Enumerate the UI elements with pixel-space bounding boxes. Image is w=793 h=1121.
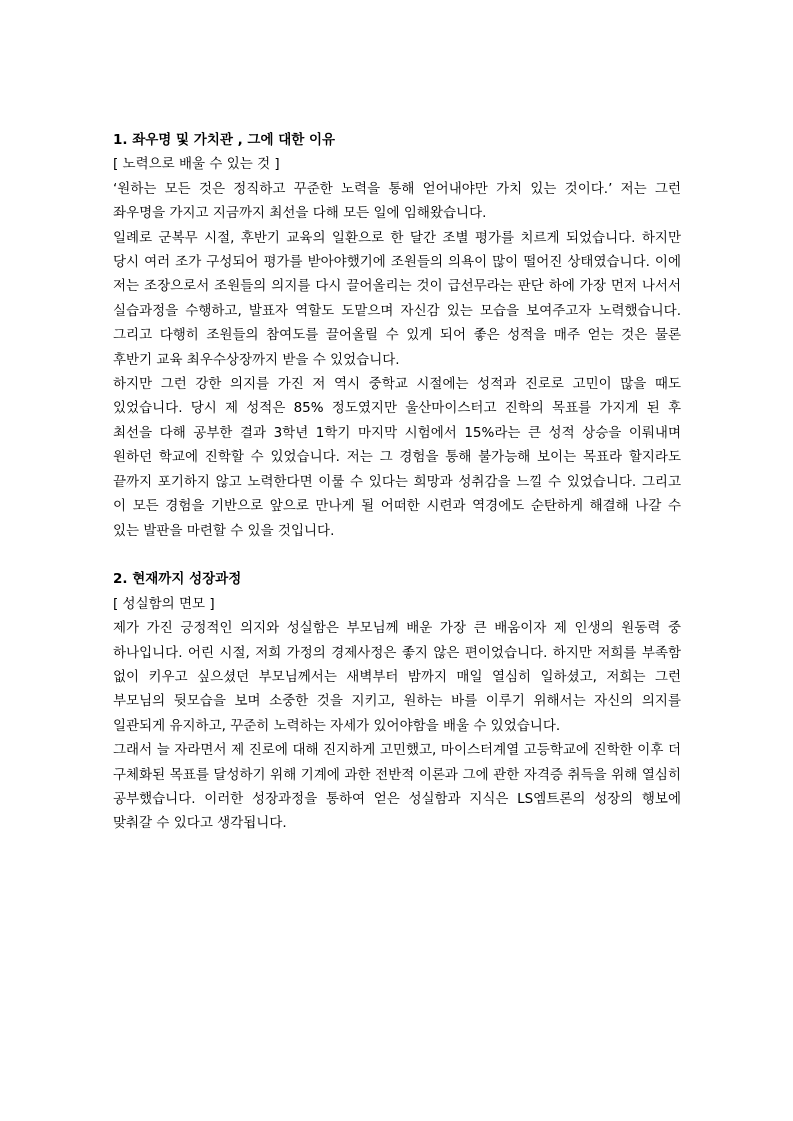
section-motto <box>113 128 681 543</box>
paragraph: 일례로 군복무 시절, 후반기 교육의 일환으로 한 달간 조별 평가를 치르게 되었습니다. 하지만 당시 여러 조가 구성되어 평가를 받아야했기에 조원들의 의욕이 많이 떨어진 상태였습니다. 이에 저는 조장으로서 조원들의 의지를 다시 끌어올리는 것이 급선무라는 판단 하에 가장 먼저 나서서 실습과정을 수행하고, 발표자 역할도 도맡으며 자신감 있는 모습을 보여주고자 노력했습니다. 그리고 다행히 조원들의 참여도를 끌어올릴 수 있게 되어 좋은 성적을 매주 얻는 것은 물론 후반기 교육 최우수상장까지 받을 수 있었습니다. <box>113 229 681 368</box>
section-heading: 1. 좌우명 및 가치관 , 그에 대한 이유 <box>113 132 336 148</box>
section-heading: 2. 현재까지 성장과정 <box>113 571 242 588</box>
section-subheading: [ 노력으로 배울 수 있는 것 ] <box>113 156 280 173</box>
paragraph: 그래서 늘 자라면서 제 진로에 대해 진지하게 고민했고, 마이스터계열 고등학교에 진학한 이후 더 구체화된 목표를 달성하기 위해 기계에 과한 전반적 이론과 그에 관한 자격증 취득을 위해 열심히 공부했습니다. 이러한 성장과정을 통하여 얻은 성실함과 지식은 LS엠트론의 성장의 행보에 맞춰갈 수 있다고 생각됩니다. <box>113 742 681 832</box>
paragraph: ‘원하는 모든 것은 정직하고 꾸준한 노력을 통해 얻어내야만 가치 있는 것이다.’ 저는 그런 좌우명을 가지고 지금까지 최선을 다해 모든 일에 임해왔습니다. <box>113 180 681 222</box>
section-subheading: [ 성실함의 면모 ] <box>113 595 215 612</box>
section-growth <box>113 567 681 835</box>
paragraph: 제가 가진 긍정적인 의지와 성실함은 부모님께 배운 가장 큰 배움이자 제 인생의 원동력 중 하나입니다. 어린 시절, 저희 가정의 경제사정은 좋지 않은 편이었습니다. 하지만 저희를 부족함 없이 키우고 싶으셨던 부모님께서는 새벽부터 밤까지 매일 열심히 일하셨고, 저희는 그런 부모님의 뒷모습을 보며 소중한 것을 지키고, 원하는 바를 이루기 위해서는 자신의 의지를 일관되게 유지하고, 꾸준히 노력하는 자세가 있어야함을 배울 수 있었습니다. <box>113 620 681 734</box>
document-body <box>113 128 681 836</box>
paragraph: 하지만 그런 강한 의지를 가진 저 역시 중학교 시절에는 성적과 진로로 고민이 많을 때도 있었습니다. 당시 제 성적은 85% 정도였지만 울산마이스터고 진학의 목표를 가지게 된 후 최선을 다해 공부한 결과 3학년 1학기 마지막 시험에서 15%라는 큰 성적 상승을 이뤄내며 원하던 학교에 진학할 수 있었습니다. 저는 그 경험을 통해 불가능해 보이는 목표라 할지라도 끝까지 포기하지 않고 노력한다면 이룰 수 있다는 희망과 성취감을 느낄 수 있었습니다. 그리고 이 모든 경험을 기반으로 앞으로 만나게 될 어떠한 시련과 역경에도 순탄하게 해결해 나갈 수 있는 발판을 마련할 수 있을 것입니다. <box>113 376 681 539</box>
